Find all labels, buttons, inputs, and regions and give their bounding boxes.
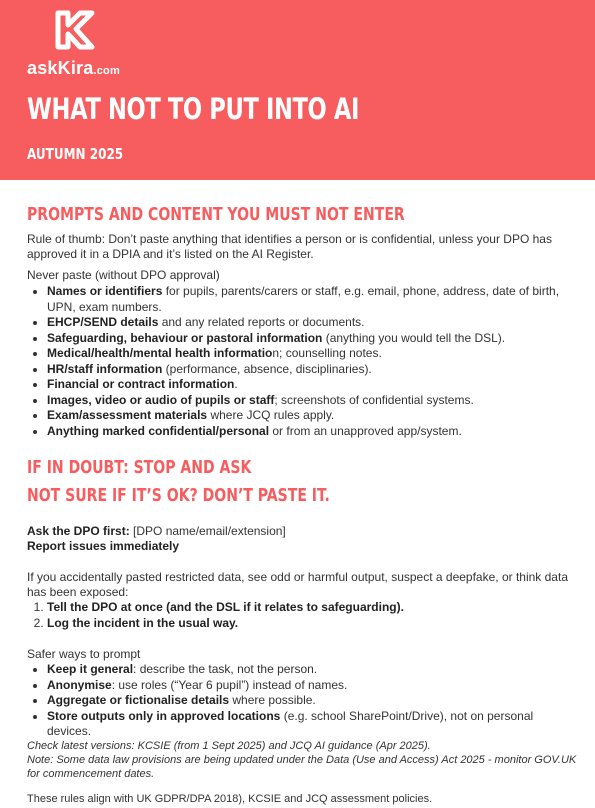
- list-item: • Store outputs only in approved locations (e.g. school SharePoint/Drive), not on personal devices.: [47, 709, 567, 740]
- accident-line1: If you accidentally pasted restricted data, see odd or harmful output, suspect a deepfake, or think data: [27, 570, 568, 584]
- askkira-logo-icon: [54, 9, 98, 51]
- footer-cut-text: These rules align with UK GDPR/DPA 2018), KCSIE and JCQ assessment policies.: [27, 793, 433, 805]
- incident-steps-list: [27, 600, 404, 631]
- page-title: WHAT NOT TO PUT INTO AI: [27, 92, 360, 126]
- header-banner: [0, 0, 595, 180]
- never-paste-list: [27, 284, 567, 439]
- list-item: • EHCP/SEND details and any related reports or documents.: [47, 315, 567, 331]
- list-item: • HR/staff information (performance, absence, disciplinaries).: [47, 362, 567, 378]
- safer-ways-list: [27, 662, 567, 740]
- list-item: 2. Log the incident in the usual way.: [47, 616, 404, 632]
- accident-line2: has been exposed:: [27, 585, 129, 599]
- ask-dpo-line: Ask the DPO first: [DPO name/email/extension]: [27, 524, 286, 538]
- list-item: 1. Tell the DPO at once (and the DSL if it relates to safeguarding).: [47, 600, 404, 616]
- rule-of-thumb-line1: Rule of thumb: Don’t paste anything that identifies a person or is confidential, unless your DPO has: [27, 232, 552, 246]
- list-item: • Exam/assessment materials where JCQ rules apply.: [47, 408, 567, 424]
- list-item: • Names or identifiers for pupils, parents/carers or staff, e.g. email, phone, address, date of birth, UPN, exam numbers.: [47, 284, 567, 315]
- list-item: • Financial or contract information.: [47, 377, 567, 393]
- list-item: • Anything marked confidential/personal or from an unapproved app/system.: [47, 424, 567, 440]
- list-item: • Images, video or audio of pupils or staff; screenshots of confidential systems.: [47, 393, 567, 409]
- never-paste-label: Never paste (without DPO approval): [27, 268, 220, 282]
- note-data-law-line1: Note: Some data law provisions are being updated under the Data (Use and Access) Act 2025 - monitor GOV.UK: [27, 754, 577, 766]
- note-data-law-line2: for commencement dates.: [27, 768, 155, 780]
- list-item: • Keep it general: describe the task, not the person.: [47, 662, 567, 678]
- rule-of-thumb-line2: approved it in a DPIA and it’s listed on the AI Register.: [27, 247, 314, 261]
- report-issues-line: Report issues immediately: [27, 539, 180, 553]
- safer-ways-label: Safer ways to prompt: [27, 647, 141, 661]
- page-subtitle: AUTUMN 2025: [27, 145, 124, 163]
- note-latest-versions: Check latest versions: KCSIE (from 1 Sept 2025) and JCQ AI guidance (Apr 2025).: [27, 740, 431, 752]
- section-heading-must-not-enter: PROMPTS AND CONTENT YOU MUST NOT ENTER: [27, 204, 405, 225]
- section-heading-if-in-doubt: IF IN DOUBT: STOP AND ASK: [27, 457, 252, 478]
- list-item: • Safeguarding, behaviour or pastoral information (anything you would tell the DSL).: [47, 331, 567, 347]
- list-item: • Anonymise: use roles (“Year 6 pupil”) instead of names.: [47, 678, 567, 694]
- logo-wordmark[interactable]: askKira.com: [27, 58, 120, 78]
- list-item: • Medical/health/mental health information; counselling notes.: [47, 346, 567, 362]
- section-heading-not-sure: NOT SURE IF IT’S OK? DON’T PASTE IT.: [27, 485, 330, 506]
- list-item: • Aggregate or fictionalise details where possible.: [47, 693, 567, 709]
